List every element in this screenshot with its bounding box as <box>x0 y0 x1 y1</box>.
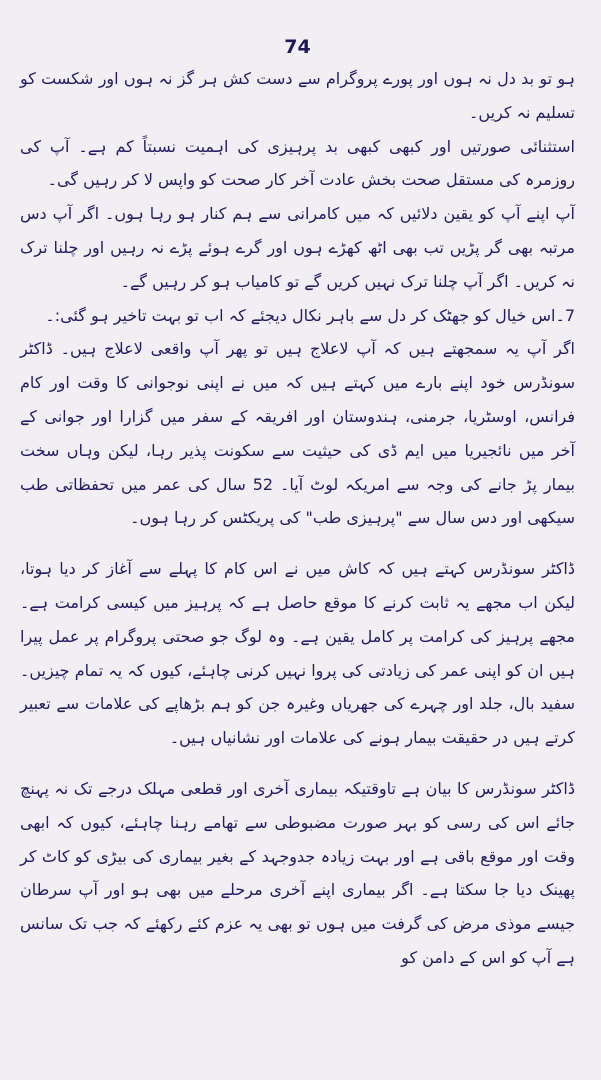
paragraph-1: ہو تو بد دل نہ ہوں اور پورے پروگرام سے دست کش ہر گز نہ ہوں اور شکست کو تسلیم نہ کریں۔ <box>20 69 575 122</box>
paragraph-5: ڈاکٹر سونڈرس کہتے ہیں کہ کاش میں نے اس کام کا پہلے سے آغاز کر دیا ہوتا، لیکن اب مجھے یہ ثابت کرنے کا موقع حاصل ہے کہ پرہیز میں کیسی کرامت ہے۔ مجھے پرہیز کی کرامت پر کامل یقین ہے۔ وہ لوگ جو صحتی پروگرام پر عمل پیرا ہیں ان کو اپنی عمر کی زیادتی کی پروا نہیں کرنی چاہئے، کیوں کہ یہ تمام چیزیں۔ سفید بال، جلد اور چہرے کی جھریاں وغیرہ جن کو ہم بڑھاپے کی علامات سے تعبیر کرتے ہیں در حقیقت بیمار ہونے کی علامات اور نشانیاں ہیں۔ <box>20 559 575 748</box>
paragraph-4: اگر آپ یہ سمجھتے ہیں کہ آپ لاعلاج ہیں تو پھر آپ واقعی لاعلاج ہیں۔ ڈاکٹر سونڈرس خود اپنے بارے میں کہتے ہیں کہ میں نے اپنی نوجوانی کا وقت اور کام فرانس، اوسٹریا، جرمنی، ہندوستان اور افریقہ کے سفر میں گزارا اور جوانی کے آخر میں نائجیریا میں ایم ڈی کی حیثیت سے سکونت پذیر رہا، لیکن وہاں سخت بیمار پڑ جانے کی وجہ سے امریکہ لوٹ آیا۔ 52 سال کی عمر میں تحفظاتی طب سیکھی اور دس سال سے "پرہیزی طب" کی پریکٹس کر رہا ہوں۔ <box>20 339 576 528</box>
paragraph-3: آپ اپنے آپ کو یقین دلائیں کہ میں کامرانی سے ہم کنار ہو رہا ہوں۔ اگر آپ دس مرتبہ بھی گر پڑیں تب بھی اٹھ کھڑے ہوں اور گرے ہوئے پڑے نہ رہیں اور چلنا ترک نہ کریں۔ اگر آپ چلنا ترک نہیں کریں گے تو کامیاب ہو کر رہیں گے۔ <box>20 204 575 291</box>
point-7-heading: 7۔اس خیال کو جھٹک کر دل سے باہر نکال دیجئے کہ اب تو بہت تاخیر ہو گئی:۔ <box>45 305 575 325</box>
page-body <box>20 62 575 975</box>
page-number: 74 <box>284 36 311 58</box>
paragraph-6: ڈاکٹر سونڈرس کا بیان ہے تاوقتیکہ بیماری آخری اور قطعی مہلک درجے تک نہ پہنچ جائے اس کی رسی کو بہر صورت مضبوطی سے تھامے رہنا چاہئے، کیوں کہ ابھی وقت اور موقع باقی ہے اور بہت زیادہ جدوجہد کے بغیر بیماری کی بیڑی کو کاٹ کر پھینک دیا جا سکتا ہے۔ اگر بیماری اپنے آخری مرحلے میں بھی ہو اور آپ سرطان جیسے موذی مرض کی گرفت میں ہوں تو بھی یہ عزم کئے رکھئے کہ جب تک سانس ہے آپ کو اس کے دامن کو <box>20 778 575 967</box>
paragraph-2: استثنائی صورتیں اور کبھی کبھی بد پرہیزی کی اہمیت نسبتاً کم ہے۔ آپ کی روزمرہ کی مستقل صحت بخش عادت آخر کار صحت کو واپس لا کر رہیں گی۔ <box>20 136 575 190</box>
